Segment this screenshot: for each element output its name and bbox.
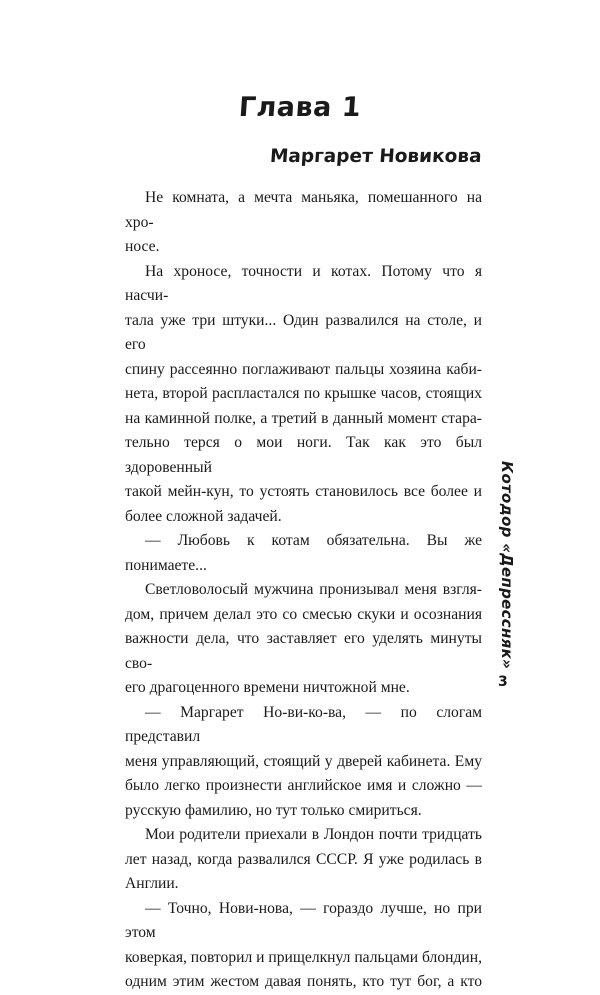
text-line: на каминной полке, а третий в данный момент стара- — [125, 409, 482, 427]
text-line: Англии. — [125, 875, 179, 892]
paragraph — [125, 823, 482, 897]
paragraph — [125, 701, 482, 824]
paragraph — [125, 897, 482, 995]
chapter-title: Глава 1 — [237, 92, 363, 123]
text-line: — Точно, Нови-нова, — гораздо лучше, но при этом — [125, 899, 482, 941]
text-line: — Любовь к котам обязательна. Вы же понимаете... — [125, 532, 482, 574]
chapter-author: Маргарет Новикова — [269, 146, 483, 167]
text-line: На хроносе, точности и котах. Потому что я насчи- — [125, 262, 482, 304]
text-line: Светловолосый мужчина пронизывал меня взгля- — [145, 581, 482, 598]
text-line: тельно терся о мои ноги. Так как это был здоровенный — [125, 434, 482, 476]
paragraph — [125, 260, 482, 530]
text-line: одним этим жестом давая понять, кто тут бог, а кто — [125, 973, 482, 990]
book-title: Котодор «Депрессняк» — [498, 460, 516, 670]
text-line: его драгоценного времени ничтожной мне. — [125, 679, 410, 696]
text-line: носе. — [125, 238, 160, 255]
page-number: 3 — [498, 674, 508, 690]
text-line: нета, второй распластался по крышке часов, стоящих — [125, 385, 482, 402]
text-line: Мои родители приехали в Лондон почти тридцать — [145, 826, 482, 843]
text-line: русскую фамилию, но тут только смириться. — [125, 801, 422, 819]
paragraph — [125, 578, 482, 701]
text-line: Не комната, а мечта маньяка, помешанного на хро- — [125, 189, 482, 231]
text-line: — Маргарет Но-ви-ко-ва, — по слогам представил — [125, 703, 482, 745]
paragraph — [125, 529, 482, 578]
text-line: важности дела, что заставляет его уделять минуты сво- — [125, 630, 482, 672]
text-line: коверкая, повторил и прищелкнул пальцами блондин, — [125, 948, 482, 966]
running-header — [497, 460, 517, 670]
text-line: лет назад, когда развалился СССР. Я уже родилась в — [125, 850, 482, 868]
text-line: спину рассеянно поглаживают пальцы хозяина каби- — [125, 360, 482, 378]
body-text — [125, 186, 482, 995]
text-line: более сложной задачей. — [125, 507, 282, 525]
text-line: меня управляющий, стоящий у дверей кабинета. Ему — [125, 752, 482, 770]
text-line: было легко произнести английское имя и сложно — — [125, 777, 482, 794]
paragraph — [125, 186, 482, 260]
text-line: такой мейн-кун, то устоять становилось все более и — [125, 483, 482, 500]
text-line: дом, причем делал это со смесью скуки и осознания — [125, 605, 482, 623]
text-line: тала уже три штуки... Один развалился на столе, и его — [125, 311, 482, 353]
